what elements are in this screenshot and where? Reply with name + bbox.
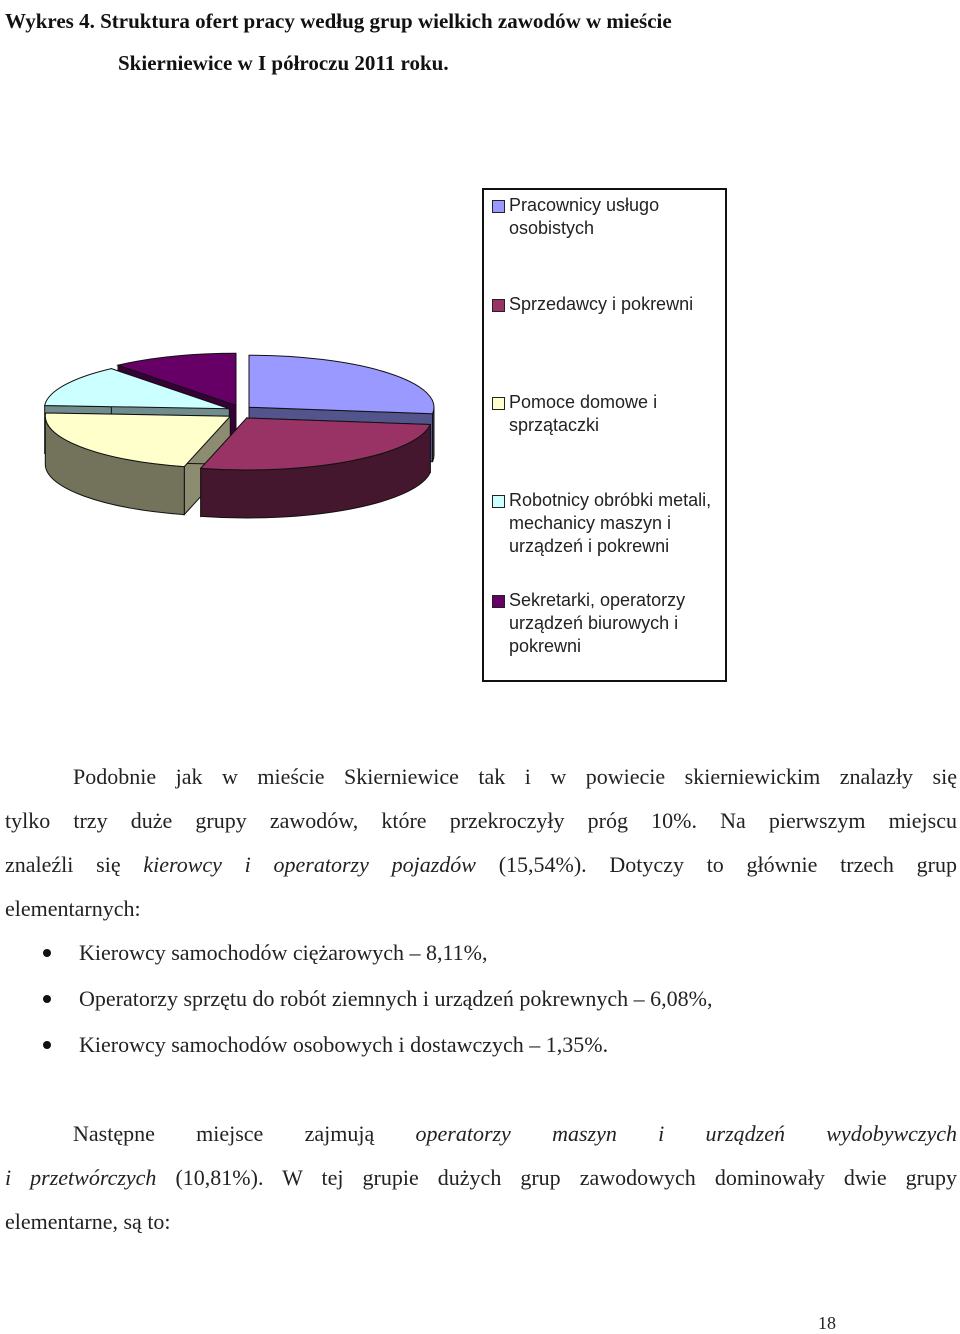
paragraph-1-line-1: Podobnie jak w mieście Skierniewice tak i w powiecie skierniewickim znalazły się [73,764,957,789]
legend-label-sekretarki: Sekretarki, operatorzy urządzeń biurowych i pokrewni [509,590,686,656]
list-item-text: Kierowcy samochodów ciężarowych – 8,11%, [79,940,488,965]
paragraph-1-line-3 [5,843,957,887]
pie-slice-0 [249,355,434,414]
title-line-1: Wykres 4. Struktura ofert pracy według grup wielkich zawodów w mieście [5,9,672,33]
paragraph-2-emphasis: operatorzy maszyn i urządzeń wydobywczych [415,1121,957,1146]
pie-slice-side [433,407,434,462]
legend-item-sekretarki [492,589,717,658]
list-item [0,976,950,1022]
pie-chart [40,350,460,530]
paragraph-2-line-2 [5,1156,957,1200]
paragraph-2 [5,1112,957,1244]
paragraph-1-line-3-a: znaleźli się [5,852,144,877]
legend-swatch-robotnicy [492,495,505,508]
legend-item-robotnicy [492,489,717,558]
legend-item-pomoce [492,391,717,437]
chart-legend [482,188,727,682]
legend-swatch-sprzedawcy [492,299,505,312]
page-number: 18 [818,1313,836,1333]
legend-swatch-pracownicy [492,200,505,213]
paragraph-2-line-1-a: Następne miejsce zajmują [73,1121,416,1146]
paragraph-1-line-3-b: (15,54%). Dotyczy to głównie trzech grup [475,852,957,877]
paragraph-2-line-2-b: (10,81%). W tej grupie dużych grup zawodowych dominowały dwie grupy [156,1165,957,1190]
bullet-icon [43,995,51,1003]
paragraph-1 [5,755,957,931]
list-item [0,1022,950,1068]
legend-label-pomoce: Pomoce domowe i sprzątaczki [509,392,658,435]
paragraph-1-emphasis: kierowcy i operatorzy pojazdów [143,852,476,877]
bullet-icon [43,1041,51,1049]
bullet-icon [43,949,51,957]
legend-label-robotnicy: Robotnicy obróbki metali, mechanicy maszyn i urządzeń i pokrewni [509,490,712,556]
paragraph-2-emphasis-2: i przetwórczych [5,1165,157,1190]
paragraph-1-line-2: tylko trzy duże grupy zawodów, które przekroczyły próg 10%. Na pierwszym miejscu [5,808,957,833]
paragraph-2-line-3: elementarne, są to: [5,1209,171,1234]
title-line-2: Skierniewice w I półroczu 2011 roku. [118,51,449,75]
paragraph-2-line-1 [5,1112,957,1156]
list-item [0,930,950,976]
legend-item-sprzedawcy [492,293,717,316]
chart-title [5,0,945,84]
legend-swatch-pomoce [492,397,505,410]
legend-item-pracownicy [492,194,717,240]
bullet-list [0,930,950,1068]
legend-swatch-sekretarki [492,595,505,608]
legend-label-pracownicy: Pracownicy usługo osobistych [509,195,660,238]
list-item-text: Operatorzy sprzętu do robót ziemnych i urządzeń pokrewnych – 6,08%, [79,986,713,1011]
list-item-text: Kierowcy samochodów osobowych i dostawczych – 1,35%. [79,1032,609,1057]
legend-label-sprzedawcy: Sprzedawcy i pokrewni [509,294,694,314]
paragraph-1-line-4: elementarnych: [5,896,141,921]
